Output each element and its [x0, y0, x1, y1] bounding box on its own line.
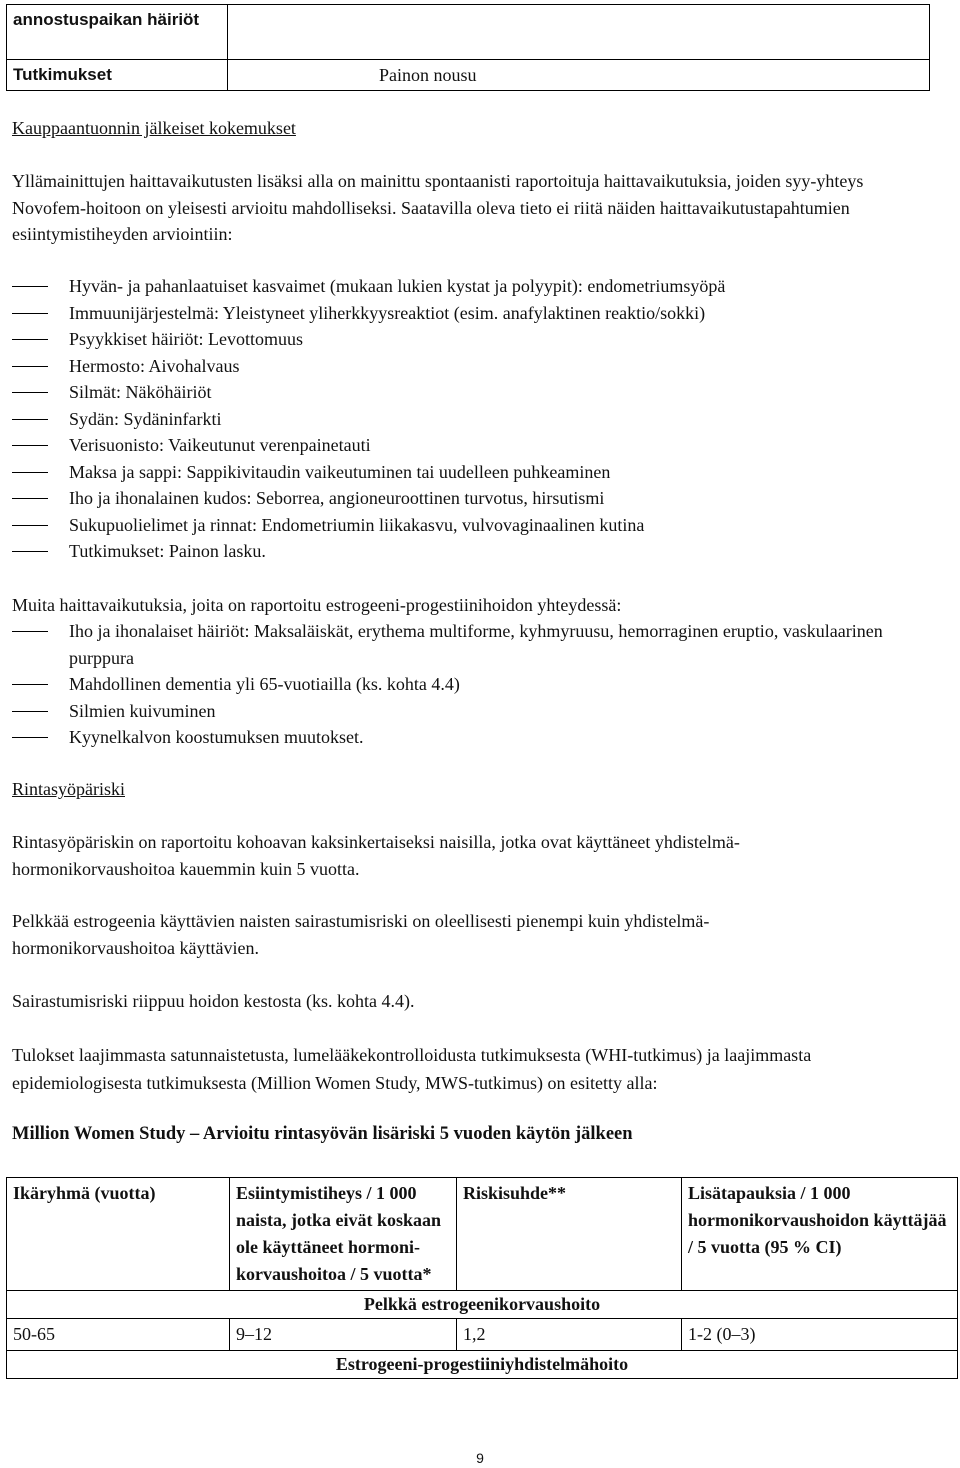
list-item: Psyykkiset häiriöt: Levottomuus: [12, 326, 932, 353]
breast-cancer-risk-table: [6, 1177, 958, 1379]
section-heading: Kauppaantuonnin jälkeiset kokemukset: [12, 118, 296, 138]
adverse-effects-table: [6, 4, 930, 91]
intro-paragraph: Yllämainittujen haittavaikutusten lisäksi alla on mainittu spontaanisti raportoituja haittavaikutuksia, joiden syy-yhteys Novofem-hoitoon on yleisesti arvioitu mahdolliseksi. Saatavilla oleva tieto ei riitä näiden haittavaikutustapahtumien esiintymistiheyden arviointiin:: [12, 171, 864, 244]
section2-intro: Muita haittavaikutuksia, joita on raportoitu estrogeeni-progestiinihoidon yhteydessä:: [12, 595, 622, 615]
list-item: Sukupuolielimet ja rinnat: Endometriumin liikakasvu, vulvovaginaalinen kutina: [12, 512, 932, 539]
table-row: [7, 1319, 958, 1351]
table-cell: Tutkimukset: [7, 60, 228, 91]
group-label: Pelkkä estrogeenikorvaushoito: [7, 1291, 958, 1319]
table-row: [7, 5, 930, 60]
list-item: Sydän: Sydäninfarkti: [12, 406, 932, 433]
cell-text: Painon nousu: [379, 65, 477, 85]
section-heading: Rintasyöpäriski: [12, 779, 125, 799]
table-header-row: [7, 1178, 958, 1291]
table-cell: 1-2 (0–3): [682, 1319, 958, 1351]
table-row: [7, 60, 930, 91]
list-item: Iho ja ihonalainen kudos: Seborrea, angioneuroottinen turvotus, hirsutismi: [12, 485, 932, 512]
list-item: Silmien kuivuminen: [12, 698, 932, 725]
column-header: Riskisuhde**: [457, 1178, 682, 1291]
list-item: Maksa ja sappi: Sappikivitaudin vaikeutuminen tai uudelleen puhkeaminen: [12, 459, 932, 486]
paragraph: Tulokset laajimmasta satunnaistetusta, lumelääkekontrolloidusta tutkimuksesta (WHI-tutkimus) ja laajimmasta epidemiologisesta tutkimuksesta (Million Women Study, MWS-tutkimus) on esitetty alla:: [12, 1045, 812, 1093]
list-item: Kyynelkalvon koostumuksen muutokset.: [12, 724, 932, 751]
paragraph: Pelkkää estrogeenia käyttävien naisten sairastumisriski on oleellisesti pienempi kuin yhdistelmä-hormonikorvaushoitoa käyttävien.: [12, 911, 710, 958]
list-item: Immuunijärjestelmä: Yleistyneet yliherkkyysreaktiot (esim. anafylaktinen reaktio/sokki): [12, 300, 932, 327]
table-cell: 50-65: [7, 1319, 230, 1351]
hrt-effects-list: [12, 618, 932, 751]
table-cell: [228, 5, 930, 60]
group-row: [7, 1351, 958, 1379]
column-header: Lisätapauksia / 1 000 hormonikorvaushoidon käyttäjää / 5 vuotta (95 % CI): [682, 1178, 958, 1291]
list-item: Silmät: Näköhäiriöt: [12, 379, 932, 406]
list-item: Hermosto: Aivohalvaus: [12, 353, 932, 380]
table-cell: 9–12: [230, 1319, 457, 1351]
column-header: Esiintymistiheys / 1 000 naista, jotka eivät koskaan ole käyttäneet hormoni-korvaushoitoa / 5 vuotta*: [230, 1178, 457, 1291]
paragraph: Sairastumisriski riippuu hoidon kestosta (ks. kohta 4.4).: [12, 991, 415, 1011]
group-label: Estrogeeni-progestiiniyhdistelmähoito: [7, 1351, 958, 1379]
adverse-effects-list: [12, 273, 932, 565]
list-item: Mahdollinen dementia yli 65-vuotiailla (ks. kohta 4.4): [12, 671, 932, 698]
column-header: Ikäryhmä (vuotta): [7, 1178, 230, 1291]
table-cell: 1,2: [457, 1319, 682, 1351]
list-item: Tutkimukset: Painon lasku.: [12, 538, 932, 565]
list-item: Verisuonisto: Vaikeutunut verenpainetauti: [12, 432, 932, 459]
list-item: Iho ja ihonalaiset häiriöt: Maksaläiskät, erythema multiforme, kyhmyruusu, hemorraginen eruptio, vaskulaarinen purppura: [12, 618, 932, 671]
table-cell: annostuspaikan häiriöt: [7, 5, 228, 60]
table-cell: [228, 60, 930, 91]
paragraph: Rintasyöpäriskin on raportoitu kohoavan kaksinkertaiseksi naisilla, jotka ovat käyttäneet yhdistelmä-hormonikorvaushoitoa kauemmin kuin 5 vuotta.: [12, 832, 740, 879]
table-title: Million Women Study – Arvioitu rintasyövän lisäriski 5 vuoden käytön jälkeen: [12, 1124, 633, 1144]
list-item: Hyvän- ja pahanlaatuiset kasvaimet (mukaan lukien kystat ja polyypit): endometriumsyöpä: [12, 273, 932, 300]
page-number: 9: [476, 1450, 484, 1466]
group-row: [7, 1291, 958, 1319]
